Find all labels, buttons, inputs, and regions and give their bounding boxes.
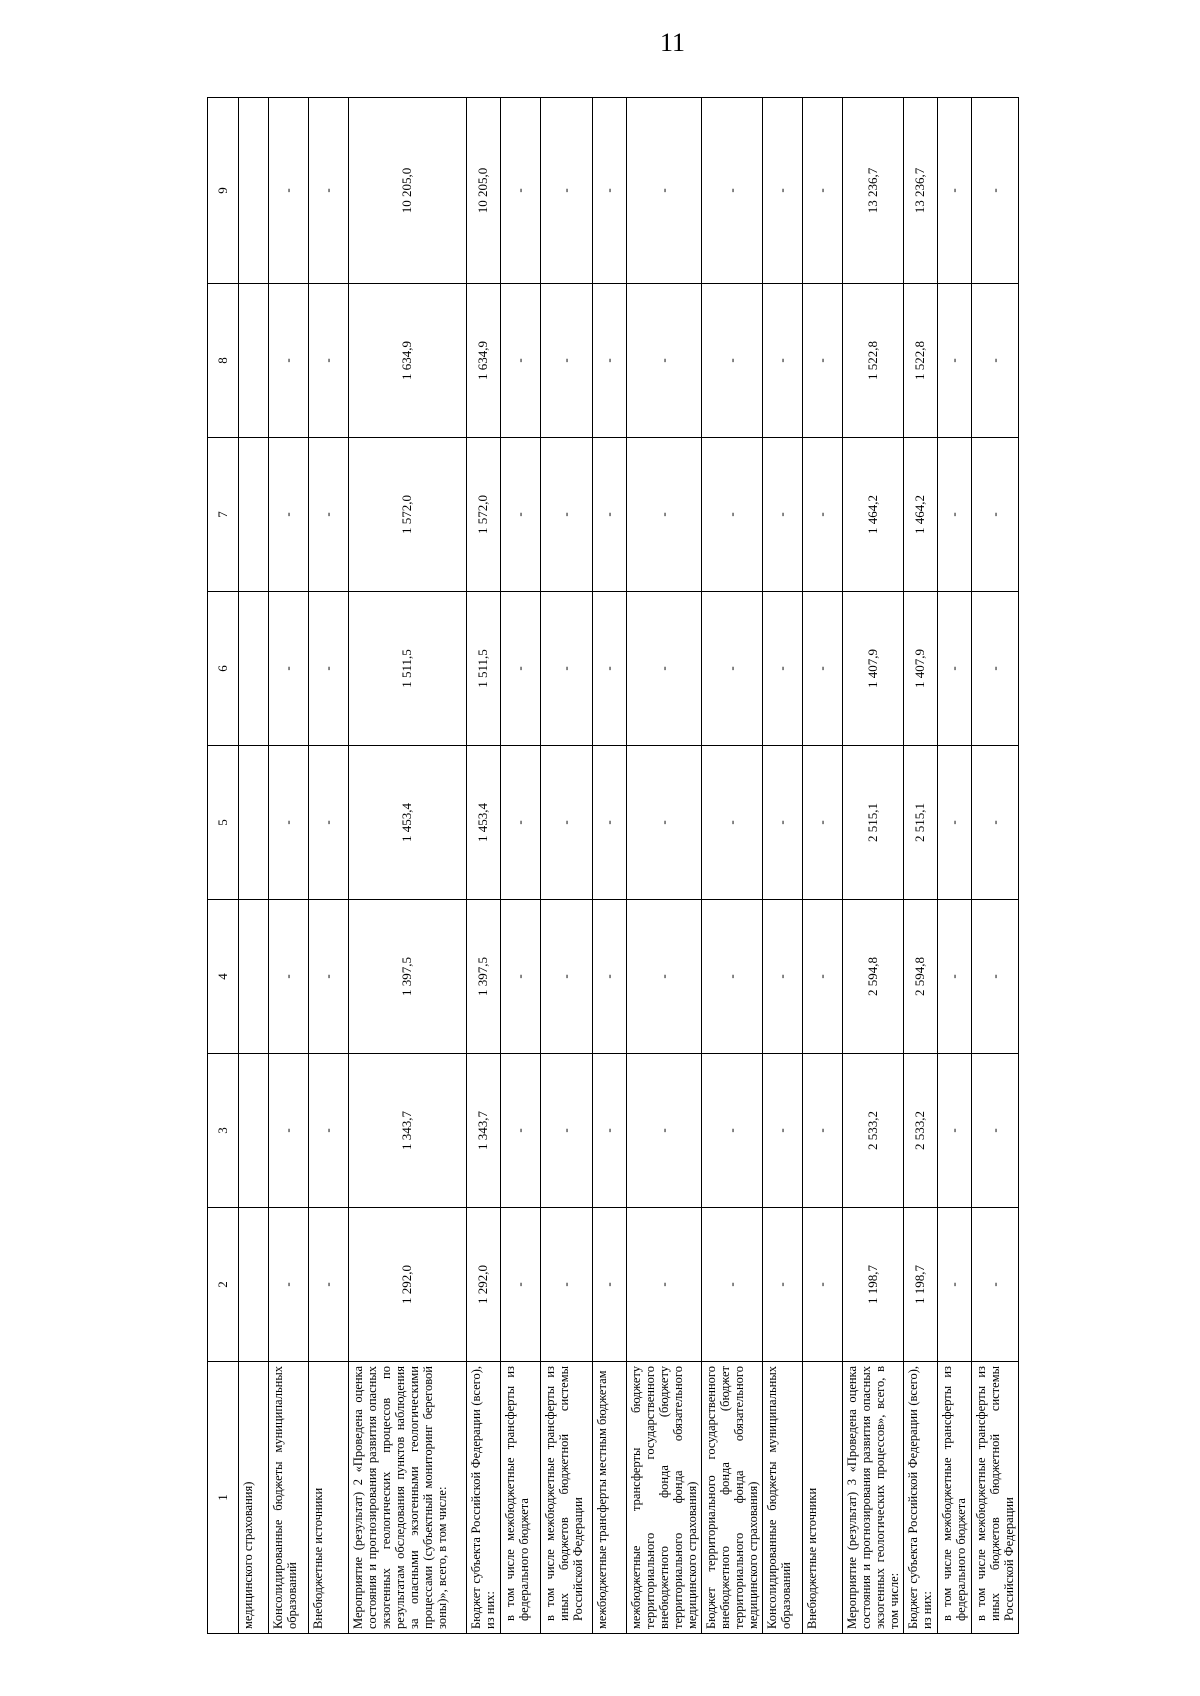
value-cell: - (541, 900, 593, 1054)
value-cell (239, 98, 269, 284)
table-row (541, 98, 593, 1634)
value-cell: 1 397,5 (349, 900, 467, 1054)
table-row (702, 98, 763, 1634)
value-cell: 1 397,5 (467, 900, 501, 1054)
row-name-cell: в том числе межбюджетные трансферты из федерального бюджета (501, 1362, 541, 1634)
value-cell: 1 453,4 (349, 746, 467, 900)
value-cell: - (593, 438, 627, 592)
value-cell: - (763, 438, 803, 592)
row-name-cell: Бюджет субъекта Российской Федерации (всего), из них: (467, 1362, 501, 1634)
value-cell: - (803, 438, 843, 592)
value-cell: - (269, 592, 309, 746)
value-cell: - (627, 438, 702, 592)
value-cell: - (269, 900, 309, 1054)
value-cell: - (972, 900, 1019, 1054)
table-row (763, 98, 803, 1634)
value-cell: 2 515,1 (843, 746, 904, 900)
value-cell: - (763, 1208, 803, 1362)
value-cell: 1 634,9 (467, 284, 501, 438)
row-name-cell: межбюджетные трансферты бюджету территориального государственного внебюджетного фонда (бюджету территориального фонда обязательного медицинского страхования) (627, 1362, 702, 1634)
value-cell: - (938, 438, 972, 592)
value-cell: - (269, 1208, 309, 1362)
value-cell: - (938, 1054, 972, 1208)
value-cell: - (593, 284, 627, 438)
value-cell: - (501, 746, 541, 900)
value-cell: - (803, 592, 843, 746)
value-cell: - (593, 98, 627, 284)
value-cell: - (763, 98, 803, 284)
value-cell: 1 292,0 (467, 1208, 501, 1362)
table-row (904, 98, 938, 1634)
row-name-cell: в том числе межбюджетные трансферты из иных бюджетов бюджетной системы Российской Федерации (541, 1362, 593, 1634)
value-cell: - (501, 900, 541, 1054)
row-name-cell: Консолидированные бюджеты муниципальных образований (763, 1362, 803, 1634)
value-cell: - (627, 284, 702, 438)
value-cell: 1 343,7 (467, 1054, 501, 1208)
row-name-cell: Мероприятие (результат) 2 «Проведена оценка состояния и прогнозирования развития опасных экзогенных геологических процессов по результатам обследования пунктов наблюдения за опасными экзогенными геологическими процессами (субъектный мониторинг береговой зоны)», всего, в том числе: (349, 1362, 467, 1634)
value-cell: - (702, 746, 763, 900)
header-cell: 2 (208, 1208, 239, 1362)
value-cell: - (269, 284, 309, 438)
value-cell: - (763, 284, 803, 438)
value-cell: - (593, 1208, 627, 1362)
value-cell: - (627, 746, 702, 900)
value-cell: - (541, 98, 593, 284)
value-cell: 1 343,7 (349, 1054, 467, 1208)
value-cell: - (763, 1054, 803, 1208)
row-name-cell: Мероприятие (результат) 3 «Проведена оценка состояния и прогнозирования развития опасных экзогенных геологических процессов», всего, в том числе: (843, 1362, 904, 1634)
value-cell: - (702, 592, 763, 746)
value-cell: - (593, 592, 627, 746)
row-name-cell: межбюджетные трансферты местным бюджетам (593, 1362, 627, 1634)
value-cell (239, 900, 269, 1054)
table-row (501, 98, 541, 1634)
value-cell (239, 592, 269, 746)
row-name-cell: Внебюджетные источники (309, 1362, 349, 1634)
value-cell: - (938, 746, 972, 900)
value-cell: 1 464,2 (904, 438, 938, 592)
table-row (627, 98, 702, 1634)
table-row (938, 98, 972, 1634)
value-cell (239, 438, 269, 592)
header-cell: 9 (208, 98, 239, 284)
value-cell: 1 572,0 (349, 438, 467, 592)
value-cell: - (938, 98, 972, 284)
value-cell: - (501, 98, 541, 284)
value-cell: - (627, 1208, 702, 1362)
value-cell: - (702, 438, 763, 592)
value-cell: - (803, 1054, 843, 1208)
value-cell: - (541, 592, 593, 746)
value-cell: - (972, 746, 1019, 900)
header-cell: 7 (208, 438, 239, 592)
row-name-cell: Бюджет субъекта Российской Федерации (всего), из них: (904, 1362, 938, 1634)
value-cell: - (269, 438, 309, 592)
value-cell: - (269, 746, 309, 900)
value-cell: - (702, 1208, 763, 1362)
value-cell: - (309, 746, 349, 900)
value-cell: 10 205,0 (467, 98, 501, 284)
value-cell: - (972, 438, 1019, 592)
header-cell: 5 (208, 746, 239, 900)
value-cell: 2 533,2 (904, 1054, 938, 1208)
value-cell: 1 453,4 (467, 746, 501, 900)
value-cell: - (938, 284, 972, 438)
value-cell: 1 198,7 (904, 1208, 938, 1362)
value-cell: - (702, 284, 763, 438)
value-cell: - (627, 900, 702, 1054)
row-name-cell: в том числе межбюджетные трансферты из федерального бюджета (938, 1362, 972, 1634)
table-row (309, 98, 349, 1634)
header-cell: 1 (208, 1362, 239, 1634)
value-cell: - (501, 438, 541, 592)
value-cell: 10 205,0 (349, 98, 467, 284)
value-cell: 2 594,8 (904, 900, 938, 1054)
value-cell: - (627, 98, 702, 284)
row-name-cell: Консолидированные бюджеты муниципальных образований (269, 1362, 309, 1634)
value-cell: - (763, 900, 803, 1054)
value-cell: - (309, 98, 349, 284)
value-cell: - (763, 592, 803, 746)
table-row (803, 98, 843, 1634)
value-cell: - (309, 438, 349, 592)
value-cell: - (803, 746, 843, 900)
value-cell: - (702, 98, 763, 284)
value-cell: - (593, 1054, 627, 1208)
value-cell: - (309, 592, 349, 746)
table-row (843, 98, 904, 1634)
value-cell: - (593, 746, 627, 900)
value-cell: - (803, 284, 843, 438)
rotated-table-container (207, 167, 1060, 1634)
value-cell: 1 407,9 (843, 592, 904, 746)
value-cell: - (972, 284, 1019, 438)
value-cell: 2 594,8 (843, 900, 904, 1054)
value-cell: 13 236,7 (843, 98, 904, 284)
value-cell: 1 464,2 (843, 438, 904, 592)
table-row (349, 98, 467, 1634)
value-cell: - (972, 98, 1019, 284)
value-cell: - (541, 1054, 593, 1208)
row-name-cell: медицинского страхования) (239, 1362, 269, 1634)
table-row (269, 98, 309, 1634)
value-cell: - (803, 900, 843, 1054)
value-cell: - (763, 746, 803, 900)
header-cell: 4 (208, 900, 239, 1054)
table-header-row (208, 98, 239, 1634)
value-cell: 1 292,0 (349, 1208, 467, 1362)
value-cell: - (938, 1208, 972, 1362)
value-cell: - (541, 284, 593, 438)
value-cell: - (269, 98, 309, 284)
value-cell: - (501, 1208, 541, 1362)
value-cell: 1 522,8 (904, 284, 938, 438)
value-cell: - (938, 900, 972, 1054)
value-cell: - (593, 900, 627, 1054)
value-cell: - (627, 592, 702, 746)
value-cell: - (501, 592, 541, 746)
table-row (972, 98, 1019, 1634)
value-cell (239, 1208, 269, 1362)
value-cell (239, 746, 269, 900)
value-cell: - (309, 1054, 349, 1208)
value-cell: 1 407,9 (904, 592, 938, 746)
row-name-cell: Бюджет территориального государственного внебюджетного фонда (бюджет территориального фонда обязательного медицинского страхования) (702, 1362, 763, 1634)
value-cell: 1 634,9 (349, 284, 467, 438)
value-cell: - (309, 284, 349, 438)
header-cell: 8 (208, 284, 239, 438)
value-cell: - (702, 900, 763, 1054)
value-cell: - (541, 746, 593, 900)
value-cell: 2 533,2 (843, 1054, 904, 1208)
row-name-cell: в том числе межбюджетные трансферты из иных бюджетов бюджетной системы Российской Федерации (972, 1362, 1019, 1634)
row-name-cell: Внебюджетные источники (803, 1362, 843, 1634)
value-cell: - (702, 1054, 763, 1208)
header-cell: 6 (208, 592, 239, 746)
value-cell: - (501, 1054, 541, 1208)
value-cell (239, 284, 269, 438)
value-cell: - (938, 592, 972, 746)
value-cell: - (803, 98, 843, 284)
value-cell: 1 511,5 (467, 592, 501, 746)
value-cell: - (972, 592, 1019, 746)
value-cell: 2 515,1 (904, 746, 938, 900)
value-cell: - (309, 900, 349, 1054)
value-cell: 1 198,7 (843, 1208, 904, 1362)
value-cell: - (309, 1208, 349, 1362)
page-number: 11 (659, 28, 685, 57)
table-row (239, 98, 269, 1634)
value-cell: - (541, 1208, 593, 1362)
value-cell: 1 511,5 (349, 592, 467, 746)
table-row (467, 98, 501, 1634)
header-cell: 3 (208, 1054, 239, 1208)
value-cell: 1 522,8 (843, 284, 904, 438)
budget-table (207, 97, 1019, 1634)
value-cell: - (541, 438, 593, 592)
table-row (593, 98, 627, 1634)
value-cell: - (972, 1054, 1019, 1208)
value-cell: 13 236,7 (904, 98, 938, 284)
value-cell: - (269, 1054, 309, 1208)
value-cell: - (501, 284, 541, 438)
value-cell (239, 1054, 269, 1208)
value-cell: - (803, 1208, 843, 1362)
value-cell: - (972, 1208, 1019, 1362)
value-cell: 1 572,0 (467, 438, 501, 592)
value-cell: - (627, 1054, 702, 1208)
